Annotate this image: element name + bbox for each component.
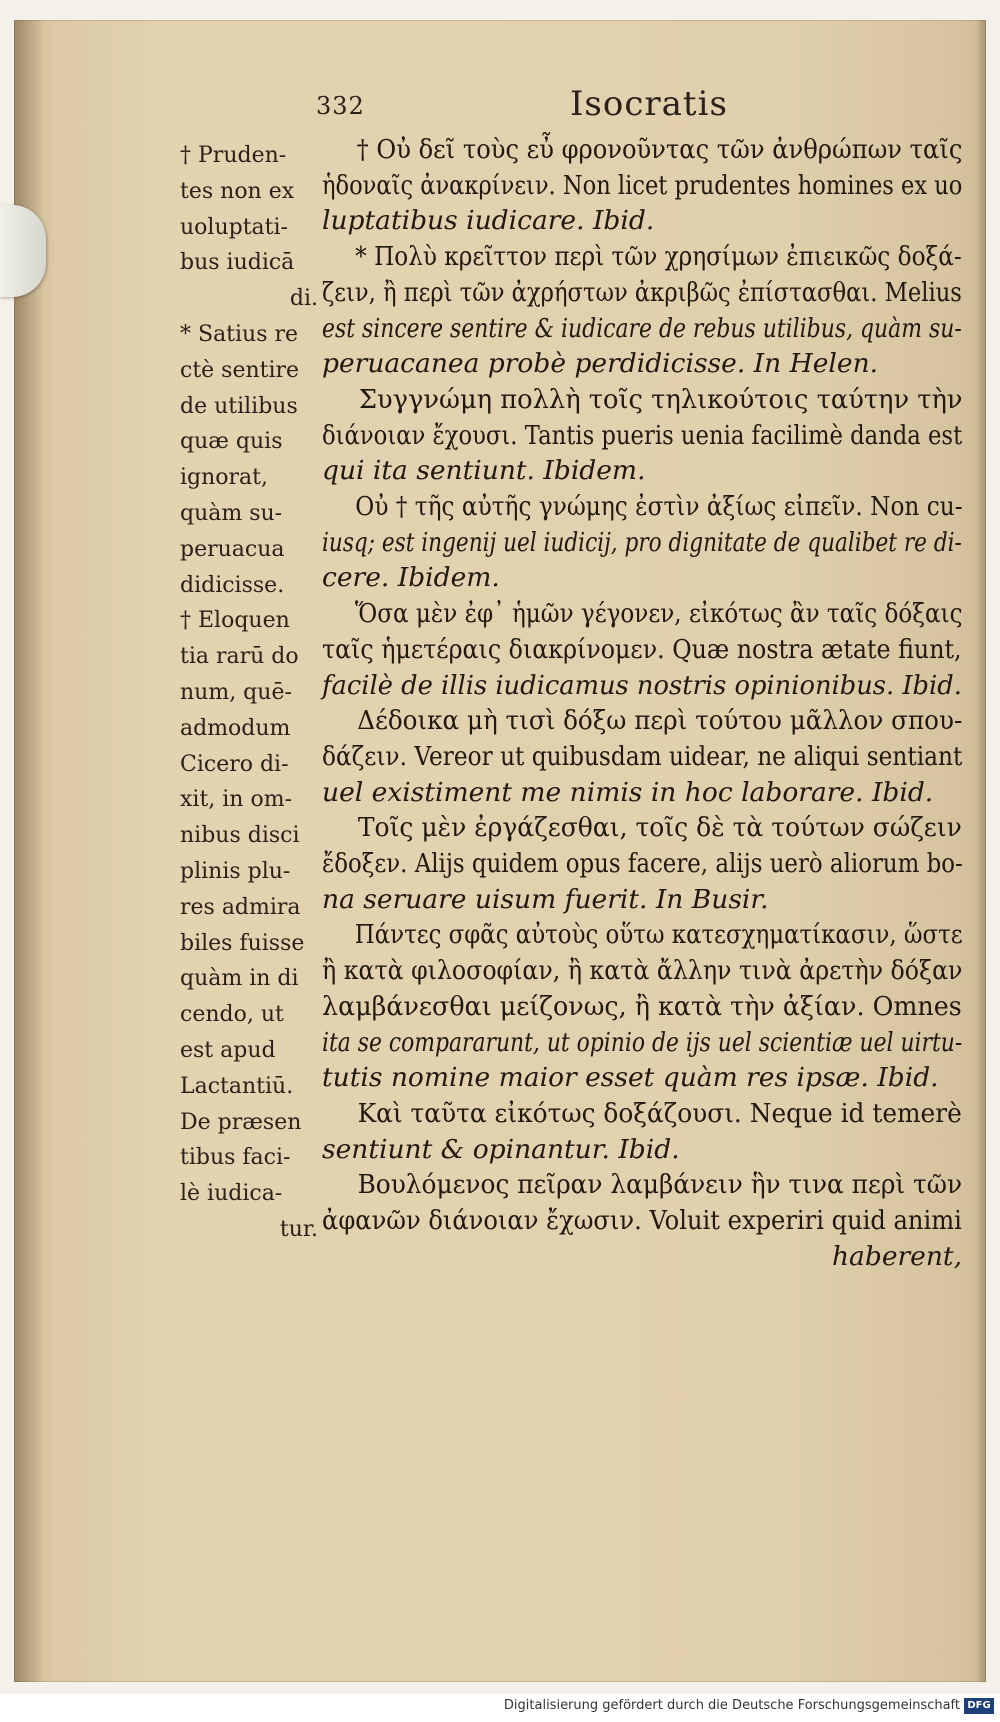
text-line: † Οὐ δεῖ τοὺς εὖ φρονοῦντας τῶν ἀνθρώπων ταῖς (356, 134, 963, 165)
text-line: peruacanea probè perdidicisse. In Helen. (322, 348, 879, 380)
marginal-note-line: † Pruden- (180, 143, 287, 168)
marginal-note-line: † Eloquen (180, 608, 290, 634)
marginal-note-line: biles fuisse (180, 930, 305, 956)
marginal-note-line: tibus faci- (180, 1145, 291, 1171)
marginal-note-line: tia rarū do (180, 644, 299, 670)
text-line: ἢ κατὰ φιλοσοφίαν, ἢ κατὰ ἄλλην τινὰ ἀρετὴν δόξαν (322, 955, 963, 987)
page-header (0, 84, 1000, 130)
text-line: ἔδοξεν. Alijs quidem opus facere, alijs uerò aliorum bo- (322, 848, 963, 880)
marginal-note-line: ignorat, (180, 465, 268, 491)
text-line: cere. Ibidem. (322, 562, 500, 594)
marginal-note-line: admodum (180, 715, 291, 741)
text-line: ἀφανῶν διάνοιαν ἔχωσιν. Voluit experiri quid animi (322, 1205, 962, 1237)
text-line: ita se compararunt, ut opinio de ijs uel scientiæ uel uirtu- (322, 1026, 963, 1058)
page-edge (976, 20, 986, 1682)
text-line: iusq; est ingenij uel iudicij, pro dignitate de qualibet re di- (322, 526, 962, 558)
dfg-logo: DFG (964, 1698, 994, 1714)
text-line: est sincere sentire & iudicare de rebus utilibus, quàm su- (322, 312, 962, 344)
marginal-note-line: plinis plu- (180, 858, 291, 884)
marginal-note-line: num, quē- (180, 679, 292, 705)
text-line: sentiunt & opinantur. Ibid. (322, 1133, 680, 1165)
text-line: δάζειν. Vereor ut quibusdam uidear, ne aliqui sentiant (322, 740, 963, 772)
marginal-note-line: lè iudica- (180, 1181, 283, 1207)
footer-bar (0, 1694, 1000, 1722)
text-line: Τοῖς μὲν ἐργάζεσθαι, τοῖς δὲ τὰ τούτων σώζειν (357, 812, 962, 844)
text-line: Ὅσα μὲν ἐφ᾽ ἡμῶν γέγονεν, εἰκότως ἂν ταῖς δόξαις (355, 598, 963, 630)
main-text (322, 132, 962, 1275)
text-line: ἡδοναῖς ἀνακρίνειν. Non licet prudentes homines ex uo (322, 169, 963, 201)
marginal-note-line: * Satius re (180, 321, 299, 347)
text-line: qui ita sentiunt. Ibidem. (322, 455, 646, 487)
text-line: * Πολὺ κρεῖττον περὶ τῶν χρησίμων ἐπιεικῶς δοξά- (355, 241, 962, 273)
bookmark-tab (0, 205, 46, 297)
marginal-note-line: Cicero di- (180, 751, 289, 777)
running-title: Isocratis (570, 84, 728, 124)
text-line: luptatibus iudicare. Ibid. (322, 205, 655, 237)
text-line: facilè de illis iudicamus nostris opinionibus. Ibid. (322, 669, 962, 701)
marginal-note-line: quàm su- (180, 500, 283, 526)
text-line: na seruare uisum fuerit. In Busir. (322, 883, 769, 915)
marginal-note-line: est apud (180, 1037, 276, 1063)
marginal-note-line: cendo, ut (180, 1002, 284, 1028)
marginal-note-line: quæ quis (180, 429, 283, 455)
marginal-note-line: de utilibus (180, 393, 298, 419)
marginal-note-line: bus iudicā (180, 250, 295, 276)
text-line: Δέδοικα μὴ τισὶ δόξω περὶ τούτου μᾶλλον σπου- (357, 705, 963, 737)
text-line: λαμβάνεσθαι μείζονως, ἢ κατὰ τὴν ἀξίαν. Omnes (322, 990, 962, 1022)
marginal-note-line: ctè sentire (180, 357, 300, 383)
marginal-note-line: di. (289, 286, 318, 312)
marginal-note-line: peruacua (180, 536, 285, 562)
marginal-note-line: tes non ex (180, 178, 295, 204)
text-line: ταῖς ἡμετέραις διακρίνομεν. Quæ nostra ætate fiunt, (322, 633, 962, 665)
marginal-notes (180, 138, 318, 1248)
marginal-note-line: quàm in di (180, 966, 299, 992)
text-line: uel existiment me nimis in hoc laborare. Ibid. (322, 776, 934, 808)
marginal-note-line: Lactantiū. (180, 1073, 294, 1099)
marginal-note-line: De præsen (180, 1109, 302, 1135)
text-line: Καὶ ταῦτα εἰκότως δοξάζουσι. Neque id temerè (357, 1097, 962, 1129)
text-line: Συγγνώμη πολλὴ τοῖς τηλικούτοις ταύτην τὴν (358, 383, 963, 415)
text-line: Οὐ † τῆς αὐτῆς γνώμης ἐστὶν ἀξίως εἰπεῖν. Non cu- (355, 491, 963, 523)
marginal-note-line: tur. (279, 1216, 318, 1242)
text-line: tutis nomine maior esset quàm res ipsæ. Ibid. (322, 1062, 939, 1094)
digitization-credit: Digitalisierung gefördert durch die Deutsche Forschungsgemeinschaft (503, 1698, 960, 1713)
marginal-note-line: xit, in om- (180, 787, 293, 813)
marginal-note-line: uoluptati- (180, 214, 288, 240)
text-line: Βουλόμενος πεῖραν λαμβάνειν ἣν τινα περὶ τῶν (357, 1169, 963, 1201)
text-line: ζειν, ἢ περὶ τῶν ἀχρήστων ἀκριβῶς ἐπίστασθαι. Melius (322, 276, 962, 308)
marginal-note-line: nibus disci (180, 823, 300, 849)
text-line: διάνοιαν ἔχουσι. Tantis pueris uenia facilimè danda est (322, 419, 963, 451)
text-line: haberent, (831, 1240, 962, 1272)
page-number: 332 (316, 92, 365, 120)
marginal-note-line: res admira (180, 894, 301, 920)
text-line: Πάντες σφᾶς αὐτοὺς οὕτω κατεσχηματίκασιν, ὥστε (354, 919, 963, 951)
marginal-note-line: didicisse. (180, 572, 285, 598)
